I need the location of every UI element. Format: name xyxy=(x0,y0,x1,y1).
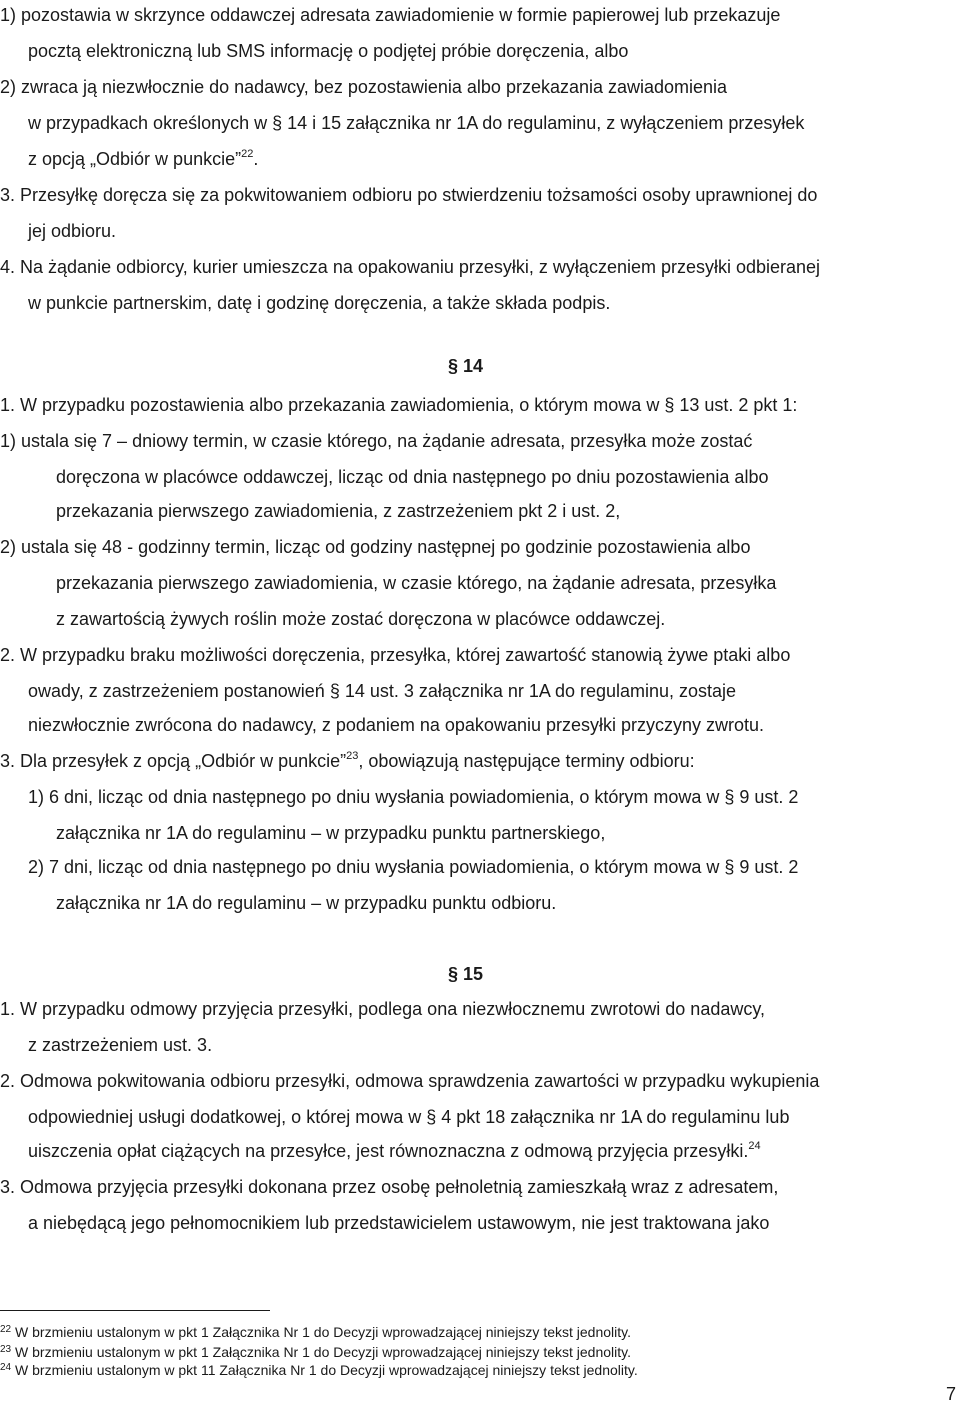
text-line: pocztą elektroniczną lub SMS informację o podjętej próbie doręczenia, albo xyxy=(28,41,629,61)
text-line: doręczona w placówce oddawczej, licząc od dnia następnego po dniu pozostawienia albo xyxy=(56,467,769,487)
text-line: 2. Odmowa pokwitowania odbioru przesyłki, odmowa sprawdzenia zawartości w przypadku wykupienia xyxy=(0,1071,820,1091)
footnote-text: W brzmieniu ustalonym w pkt 1 Załącznika Nr 1 do Decyzji wprowadzającej niniejszy tekst jednolity. xyxy=(15,1344,631,1360)
text-line: owady, z zastrzeżeniem postanowień § 14 ust. 3 załącznika nr 1A do regulaminu, zostaje xyxy=(28,681,737,701)
footnote-number: 23 xyxy=(0,1344,12,1355)
text-span: z opcją „Odbiór w punkcie” xyxy=(28,149,242,169)
page-number: 7 xyxy=(945,1384,956,1404)
text-span: , obowiązują następujące terminy odbioru: xyxy=(358,751,695,771)
footnote-number: 24 xyxy=(0,1362,12,1373)
footnote-separator xyxy=(0,1310,960,1311)
text-line: przekazania pierwszego zawiadomienia, z zastrzeżeniem pkt 2 i ust. 2, xyxy=(56,501,621,521)
text-line xyxy=(0,430,960,452)
text-line: 2) ustala się 48 - godzinny termin, licząc od godziny następnej po godzinie pozostawienia albo xyxy=(0,537,751,557)
section-heading: § 15 xyxy=(448,964,484,984)
text-line: w punkcie partnerskim, datę i godzinę doręczenia, a także składa podpis. xyxy=(28,293,611,313)
text-line: z zastrzeżeniem ust. 3. xyxy=(28,1035,213,1055)
text-line: odpowiedniej usługi dodatkowej, o której mowa w § 4 pkt 18 załącznika nr 1A do regulaminu lub xyxy=(28,1107,790,1127)
footnote-ref: 23 xyxy=(346,750,359,762)
text-line: niezwłocznie zwrócona do nadawcy, z podaniem na opakowaniu przesyłki przyczyny zwrotu. xyxy=(28,715,765,735)
text-line: a niebędącą jego pełnomocnikiem lub przedstawicielem ustawowym, nie jest traktowana jako xyxy=(28,1213,770,1233)
text-line: 2) zwraca ją niezwłocznie do nadawcy, bez pozostawienia albo przekazania zawiadomienia xyxy=(0,77,728,97)
text-line: przekazania pierwszego zawiadomienia, w czasie którego, na żądanie adresata, przesyłka xyxy=(56,573,777,593)
text-line: 4. Na żądanie odbiorcy, kurier umieszcza na opakowaniu przesyłki, z wyłączeniem przesyłki odbieranej xyxy=(0,257,821,277)
text-line: jej odbioru. xyxy=(28,221,117,241)
text-line xyxy=(28,148,258,170)
text-line: 1. W przypadku pozostawienia albo przekazania zawiadomienia, o którym mowa w § 13 ust. 2 pkt 1: xyxy=(0,395,798,415)
text-span: uiszczenia opłat ciążących na przesyłce, jest równoznaczna z odmową przyjęcia przesyłki. xyxy=(28,1141,749,1161)
footnote xyxy=(0,1362,638,1378)
text-span: 3. Dla przesyłek z opcją „Odbiór w punkcie” xyxy=(0,751,347,771)
footnote xyxy=(0,1344,631,1360)
footnote-number: 22 xyxy=(0,1324,12,1335)
text-line: 1) pozostawia w skrzynce oddawczej adresata zawiadomienie w formie papierowej lub przekazuje xyxy=(0,5,781,25)
text-line: 1) 6 dni, licząc od dnia następnego po dniu wysłania powiadomienia, o którym mowa w § 9 ust. 2 xyxy=(28,787,799,807)
text-line: z zawartością żywych roślin może zostać doręczona w placówce oddawczej. xyxy=(56,609,666,629)
footnote-ref: 24 xyxy=(748,1140,761,1152)
text-span: 1) ustala się 7 – dniowy termin, w czasie którego, na żądanie adresata, przesyłka może zostać xyxy=(0,431,753,451)
text-line xyxy=(0,750,695,772)
footnote-text: W brzmieniu ustalonym w pkt 11 Załącznika Nr 1 do Decyzji wprowadzającej niniejszy tekst jednolity. xyxy=(15,1362,638,1378)
section-heading: § 14 xyxy=(448,356,484,376)
text-line xyxy=(28,1140,761,1162)
footnote xyxy=(0,1324,631,1340)
text-line: 3. Odmowa przyjęcia przesyłki dokonana przez osobę pełnoletnią zamieszkałą wraz z adresatem, xyxy=(0,1177,779,1197)
text-line: załącznika nr 1A do regulaminu – w przypadku punktu odbioru. xyxy=(56,893,557,913)
text-line: 2) 7 dni, licząc od dnia następnego po dniu wysłania powiadomienia, o którym mowa w § 9 ust. 2 xyxy=(28,857,799,877)
footnote-text: W brzmieniu ustalonym w pkt 1 Załącznika Nr 1 do Decyzji wprowadzającej niniejszy tekst jednolity. xyxy=(15,1324,631,1340)
text-line: w przypadkach określonych w § 14 i 15 załącznika nr 1A do regulaminu, z wyłączeniem przesyłek xyxy=(28,113,805,133)
text-line: 2. W przypadku braku możliwości doręczenia, przesyłka, której zawartość stanowią żywe ptaki albo xyxy=(0,645,791,665)
text-span: . xyxy=(253,149,259,169)
text-line: załącznika nr 1A do regulaminu – w przypadku punktu partnerskiego, xyxy=(56,823,606,843)
footnote-ref: 22 xyxy=(241,148,254,160)
text-line: 3. Przesyłkę doręcza się za pokwitowaniem odbioru po stwierdzeniu tożsamości osoby uprawnionej do xyxy=(0,185,818,205)
text-line: 1. W przypadku odmowy przyjęcia przesyłki, podlega ona niezwłocznemu zwrotowi do nadawcy, xyxy=(0,999,766,1019)
